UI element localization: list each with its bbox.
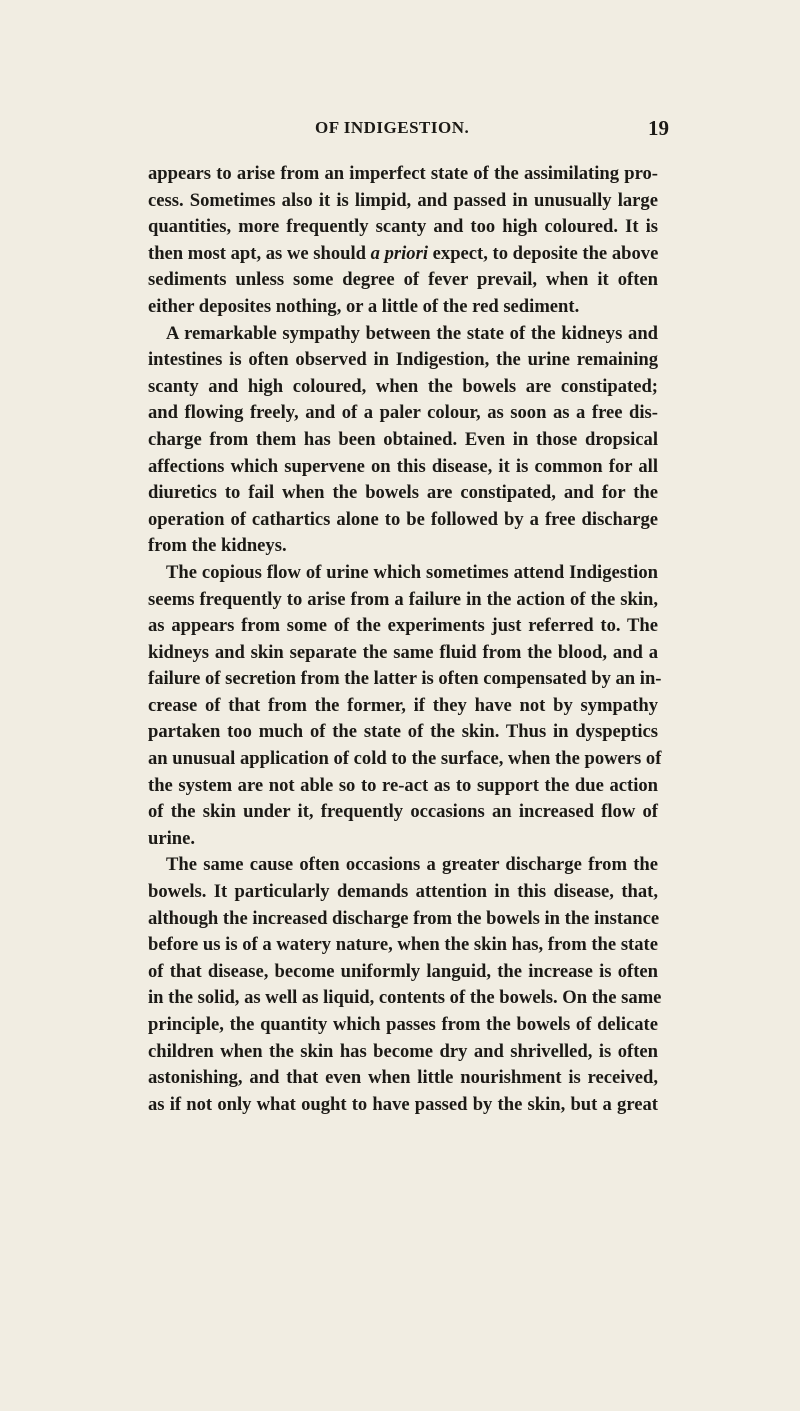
text-line: principle, the quantity which passes from the bowels of delicate <box>148 1014 658 1035</box>
text-line: of that disease, become uniformly languid, the increase is often <box>148 960 658 982</box>
text-line: either deposites nothing, or a little of the red sediment. <box>148 295 580 317</box>
text-line: astonishing, and that even when little nourishment is received, <box>148 1067 658 1089</box>
page-header <box>0 118 800 148</box>
text-line: an unusual application of cold to the surface, when the powers of <box>148 748 662 770</box>
text-line: the system are not able so to re-act as to support the due action <box>148 774 658 796</box>
text-line: kidneys and skin separate the same fluid from the blood, and a <box>148 641 658 663</box>
text-line: intestines is often observed in Indigestion, the urine remaining <box>148 349 658 371</box>
text-line: and flowing freely, and of a paler colour, as soon as a free dis- <box>148 402 658 424</box>
text-line: The same cause often occasions a greater discharge from the <box>166 854 658 876</box>
text-line: cess. Sometimes also it is limpid, and passed in unusually large <box>148 189 658 211</box>
text-line: as appears from some of the experiments just referred to. The <box>148 615 658 637</box>
text-line: of the skin under it, frequently occasions an increased flow of <box>148 801 658 823</box>
text-line: in the solid, as well as liquid, contents of the bowels. On the same <box>148 987 662 1009</box>
page-number: 19 <box>648 116 669 140</box>
text-line: operation of cathartics alone to be followed by a free discharge <box>148 508 658 530</box>
text-line: children when the skin has become dry and shrivelled, is often <box>148 1040 658 1062</box>
text-line: failure of secretion from the latter is often compensated by an in- <box>148 668 662 690</box>
text-line: then most apt, as we should a priori expect, to deposite the above <box>148 242 659 264</box>
text-line: seems frequently to arise from a failure in the action of the skin, <box>148 588 658 610</box>
text-line: bowels. It particularly demands attention in this disease, that, <box>148 881 658 903</box>
text-line: scanty and high coloured, when the bowels are constipated; <box>148 375 658 397</box>
running-head: OF INDIGESTION. <box>315 118 470 137</box>
text-line: diuretics to fail when the bowels are constipated, and for the <box>148 482 658 504</box>
text-line: before us is of a watery nature, when the skin has, from the state <box>148 934 658 956</box>
text-line: crease of that from the former, if they have not by sympathy <box>148 694 658 716</box>
text-line: from the kidneys. <box>148 535 287 557</box>
text-line: The copious flow of urine which sometimes attend Indigestion <box>166 561 658 583</box>
body-text <box>148 161 662 1118</box>
text-line: as if not only what ought to have passed by the skin, but a great <box>148 1093 658 1115</box>
text-line: affections which supervene on this disease, it is common for all <box>148 455 658 477</box>
text-line: partaken too much of the state of the skin. Thus in dyspeptics <box>148 721 658 743</box>
text-line: sediments unless some degree of fever prevail, when it often <box>148 269 658 291</box>
text-line: appears to arise from an imperfect state of the assimilating pro- <box>148 163 658 184</box>
text-line: charge from them has been obtained. Even in those dropsical <box>148 428 658 450</box>
text-line: A remarkable sympathy between the state of the kidneys and <box>166 322 658 344</box>
text-line: quantities, more frequently scanty and too high coloured. It is <box>148 216 658 238</box>
text-line: urine. <box>148 827 196 849</box>
text-line: although the increased discharge from the bowels in the instance <box>148 907 660 929</box>
latin-phrase: a priori <box>370 242 428 264</box>
